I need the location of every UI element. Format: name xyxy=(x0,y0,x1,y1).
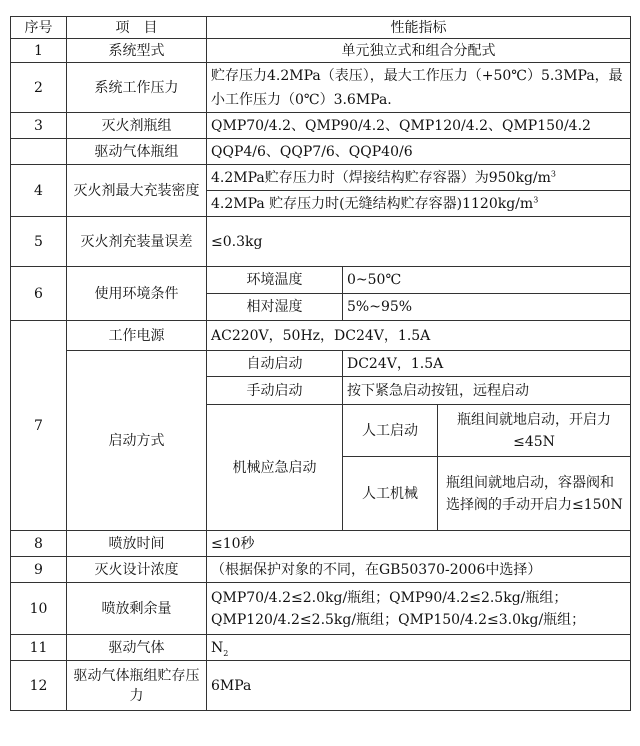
row-item: 灭火剂充装量误差 xyxy=(67,217,207,267)
row-spec-2 xyxy=(207,191,631,217)
subscript: 2 xyxy=(223,648,229,658)
spec-text: 4.2MPa 贮存压力时(无缝结构贮存容器)1120kg/m xyxy=(211,195,534,212)
header-spec: 性能指标 xyxy=(207,17,631,39)
row-spec-1 xyxy=(207,165,631,191)
row-item: 灭火剂最大充装密度 xyxy=(67,165,207,217)
row-no: 10 xyxy=(11,583,67,635)
row-spec xyxy=(207,635,631,661)
row-item: 工作电源 xyxy=(67,321,207,351)
table-row xyxy=(11,39,631,63)
row-spec: QMP70/4.2、QMP90/4.2、QMP120/4.2、QMP150/4.2 xyxy=(207,113,631,139)
mech-label: 机械应急启动 xyxy=(207,405,343,531)
row-no-empty xyxy=(11,139,67,165)
table-row xyxy=(11,139,631,165)
row-no: 1 xyxy=(11,39,67,63)
sub-label: 环境温度 xyxy=(207,267,343,294)
sub-sub-value: 瓶组间就地启动，开启力≤45N xyxy=(438,405,631,457)
row-item: 灭火设计浓度 xyxy=(67,557,207,583)
row-item: 驱动气体瓶组 xyxy=(67,139,207,165)
row-no: 12 xyxy=(11,661,67,711)
row-no: 5 xyxy=(11,217,67,267)
sub-value: DC24V，1.5A xyxy=(343,351,631,377)
table-row xyxy=(11,113,631,139)
table-row xyxy=(11,351,631,377)
sub-sub-label: 人工启动 xyxy=(343,405,438,457)
row-item: 驱动气体瓶组贮存压力 xyxy=(67,661,207,711)
row-spec: ≤0.3kg xyxy=(207,217,631,267)
table-row xyxy=(11,63,631,113)
table-row xyxy=(11,661,631,711)
spec-line-1: QMP70/4.2≤2.0kg/瓶组；QMP90/4.2≤2.5kg/瓶组； xyxy=(211,589,568,606)
header-item: 项 目 xyxy=(67,17,207,39)
table-row xyxy=(11,557,631,583)
row-spec xyxy=(207,583,631,635)
row-item: 喷放剩余量 xyxy=(67,583,207,635)
row-spec: 6MPa xyxy=(207,661,631,711)
table-row xyxy=(11,583,631,635)
row-item: 灭火剂瓶组 xyxy=(67,113,207,139)
row-item: 使用环境条件 xyxy=(67,267,207,321)
sub-sub-value: 瓶组间就地启动，容器阀和选择阀的手动开启力≤150N xyxy=(438,457,631,531)
row-item: 驱动气体 xyxy=(67,635,207,661)
row-no: 6 xyxy=(11,267,67,321)
row-item: 喷放时间 xyxy=(67,531,207,557)
row-spec: （根据保护对象的不同，在GB50370-2006中选择） xyxy=(207,557,631,583)
table-header-row xyxy=(11,17,631,39)
row-item: 系统工作压力 xyxy=(67,63,207,113)
sub-label: 手动启动 xyxy=(207,377,343,405)
sub-label: 自动启动 xyxy=(207,351,343,377)
start-mode-label: 启动方式 xyxy=(67,351,207,531)
row-spec: AC220V，50Hz，DC24V，1.5A xyxy=(207,321,631,351)
sub-label: 相对湿度 xyxy=(207,294,343,321)
spec-text: 4.2MPa贮存压力时（焊接结构贮存容器）为950kg/m xyxy=(211,169,551,186)
table-row xyxy=(11,217,631,267)
sub-value: 按下紧急启动按钮，远程启动 xyxy=(343,377,631,405)
sub-sub-label: 人工机械 xyxy=(343,457,438,531)
table-row xyxy=(11,165,631,191)
row-spec: 贮存压力4.2MPa（表压），最大工作压力（+50℃）5.3MPa，最小工作压力（0℃）3.6MPa. xyxy=(207,63,631,113)
sub-value: 0~50℃ xyxy=(343,267,631,294)
table-row xyxy=(11,267,631,294)
sub-value: 5%~95% xyxy=(343,294,631,321)
row-spec: 单元独立式和组合分配式 xyxy=(207,39,631,63)
row-spec: QQP4/6、QQP7/6、QQP40/6 xyxy=(207,139,631,165)
spec-line-2: QMP120/4.2≤2.5kg/瓶组；QMP150/4.2≤3.0kg/瓶组； xyxy=(211,611,586,628)
row-no: 7 xyxy=(11,321,67,531)
superscript: 3 xyxy=(533,194,539,204)
row-item: 系统型式 xyxy=(67,39,207,63)
row-spec: ≤10秒 xyxy=(207,531,631,557)
row-no: 9 xyxy=(11,557,67,583)
spec-text: N xyxy=(211,639,224,656)
row-no: 3 xyxy=(11,113,67,139)
row-no: 2 xyxy=(11,63,67,113)
table-row xyxy=(11,321,631,351)
row-no: 8 xyxy=(11,531,67,557)
row-no: 4 xyxy=(11,165,67,217)
table-row xyxy=(11,531,631,557)
superscript: 3 xyxy=(550,168,556,178)
header-no: 序号 xyxy=(11,17,67,39)
row-no: 11 xyxy=(11,635,67,661)
spec-table xyxy=(10,16,631,711)
table-row xyxy=(11,635,631,661)
